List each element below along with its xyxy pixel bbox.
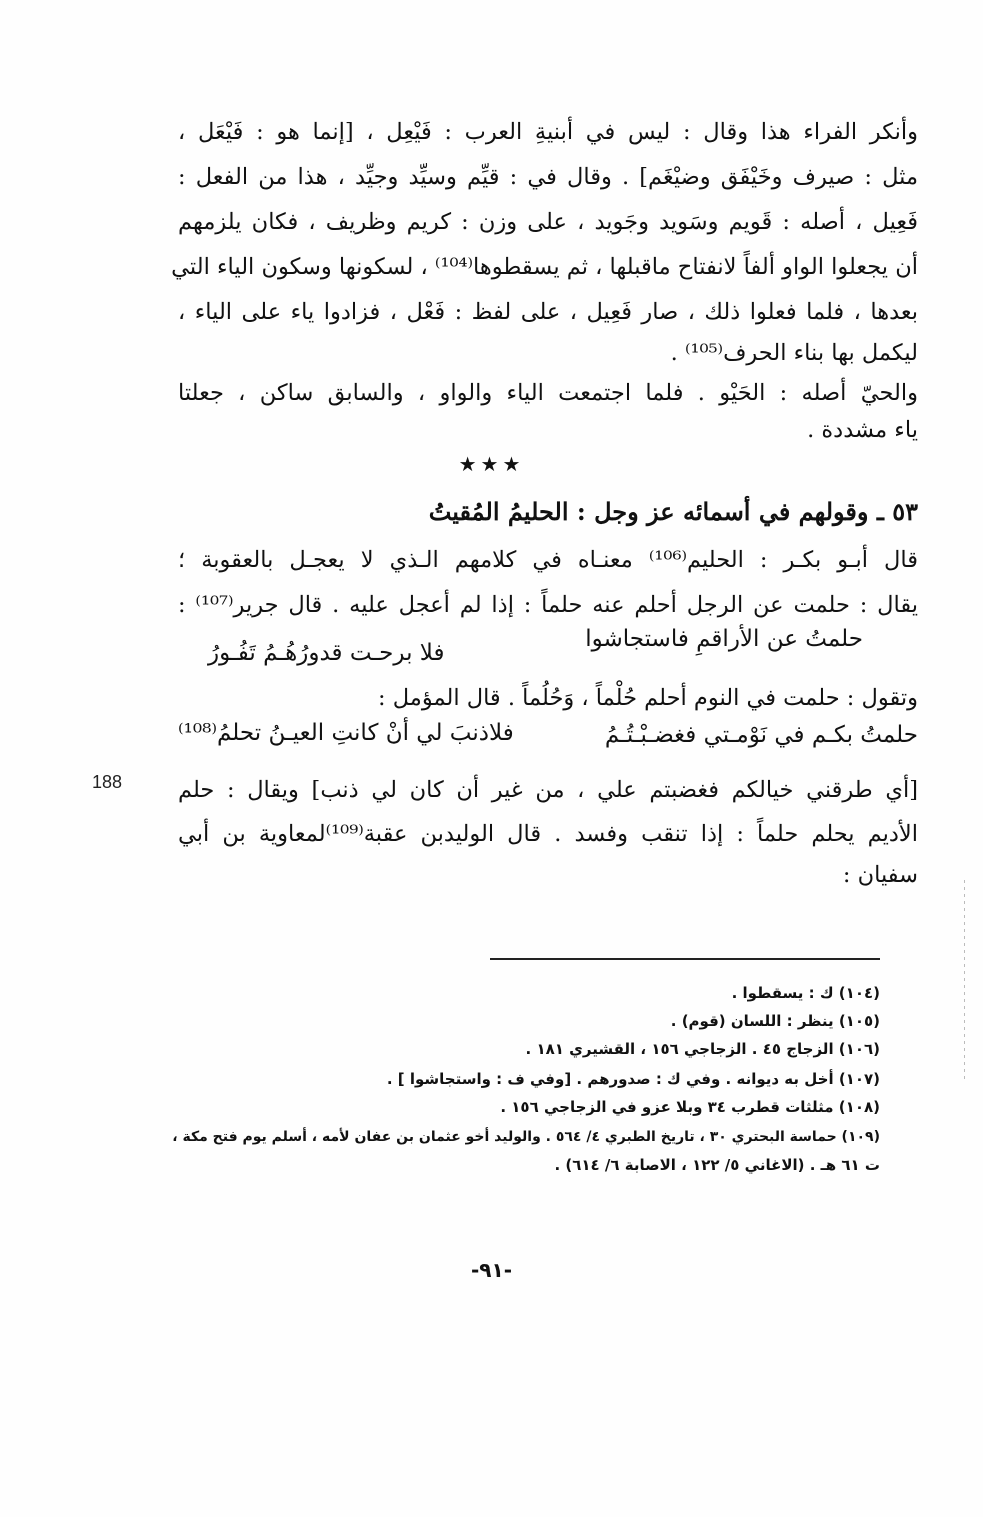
verse-line xyxy=(178,722,918,766)
text-line: بعدها ، فلما فعلوا ذلك ، صار فَعِيل ، على لفظ : فَعْل ، فزادوا ياء على الياء ، xyxy=(178,299,918,325)
text-line: وتقول : حلمت في النوم أحلم حُلْماً ، وَحُلُماً . قال المؤمل : xyxy=(378,684,918,711)
verse-hemistich-second: فلاذنبَ لي أنْ كانتِ العيـنُ تحلمُ⁽¹⁰⁸⁾ xyxy=(178,720,514,746)
footnote: (١٠٤) ك : يسقطوا . xyxy=(731,984,880,1002)
section-heading: ٥٣ ـ وقولهم في أسمائه عز وجل : الحليمُ المُقيتُ xyxy=(428,497,918,526)
footnote: ت ٦١ هـ . (الاغاني ٥/ ١٢٢ ، الاصابة ٦/ ٦١٤) . xyxy=(554,1156,880,1174)
page-number: -٩١- xyxy=(470,1258,513,1282)
text-line: مثل : صيرف وخَيْفَق وضيْغَم] . وقال في : قيِّم وسيِّد وجيِّد ، هذا من الفعل : xyxy=(178,164,918,190)
verse-hemistich-first: حلمتُ بكـم في نَوْمـتي فغضـبْـتُـمُ xyxy=(604,722,918,748)
text-line: ليكمل بها بناء الحرف⁽¹⁰⁵⁾ . xyxy=(670,339,918,366)
footnote: (١٠٩) حماسة البحتري ٣٠ ، تاريخ الطبري ٤/ ٥٦٤ . والوليد أخو عثمان بن عفان لأمه ، أسلم يوم فتح مكة ، xyxy=(172,1129,880,1145)
verse-line xyxy=(178,628,918,672)
scan-edge-mark xyxy=(964,880,965,1080)
text-line: والحيّ أصله : الحَيْو . فلما اجتمعت الياء والواو ، والسابق ساكن ، جعلتا xyxy=(178,380,918,406)
text-line: الأديم يحلم حلماً : إذا تنقب وفسد . قال الوليدبن عقبة⁽¹⁰⁹⁾لمعاوية بن أبي xyxy=(178,821,918,847)
footnote-separator xyxy=(490,958,880,960)
footnote: (١٠٥) ينظر : اللسان (قوم) . xyxy=(670,1012,880,1030)
section-divider-stars: ★★★ xyxy=(458,452,525,476)
text-line: فَعِيل ، أصله : قَويم وسَويد وجَويد ، على وزن : كريم وظريف ، فكان يلزمهم xyxy=(178,209,918,235)
footnote: (١٠٨) مثلثات قطرب ٣٤ وبلا عزو في الزجاجي ١٥٦ . xyxy=(500,1098,880,1116)
text-line: أن يجعلوا الواو ألفاً لانفتاح ماقبلها ، ثم يسقطوها⁽¹⁰⁴⁾ ، لسكونها وسكون الياء التي xyxy=(171,254,918,280)
text-line: ياء مشددة . xyxy=(807,416,918,443)
footnote: (١٠٦) الزجاج ٤٥ . الزجاجي ١٥٦ ، القشيري ١٨١ . xyxy=(525,1040,880,1058)
text-line: يقال : حلمت عن الرجل أحلم عنه حلماً : إذا لم أعجل عليه . قال جرير⁽¹⁰⁷⁾ : xyxy=(178,592,918,618)
verse-hemistich-second: فلا برحـت قدورُهُـمُ تَفُـورُ xyxy=(208,640,445,666)
footnote: (١٠٧) أخل به ديوانه . وفي ك : صدورهم . [وفي ف : واستجاشوا ] . xyxy=(386,1070,880,1088)
text-line: [أي طرقني خيالكم فغضبتم علي ، من غير أن كان لي ذنب] ويقال : حلم xyxy=(178,777,918,803)
text-line: سفيان : xyxy=(842,861,918,888)
text-line: قال أبـو بكـر : الحليم⁽¹⁰⁶⁾ معنـاه في كلامهم الـذي لا يعجـل بالعقوبة ؛ xyxy=(178,547,918,573)
text-line: وأنكر الفراء هذا وقال : ليس في أبنيةِ العرب : فَيْعِل ، [إنما هو : فَيْعَل ، xyxy=(178,119,918,145)
verse-hemistich-first: حلمتُ عن الأراقمِ فاستجاشوا xyxy=(585,626,863,652)
margin-page-number: 188 xyxy=(92,772,123,792)
